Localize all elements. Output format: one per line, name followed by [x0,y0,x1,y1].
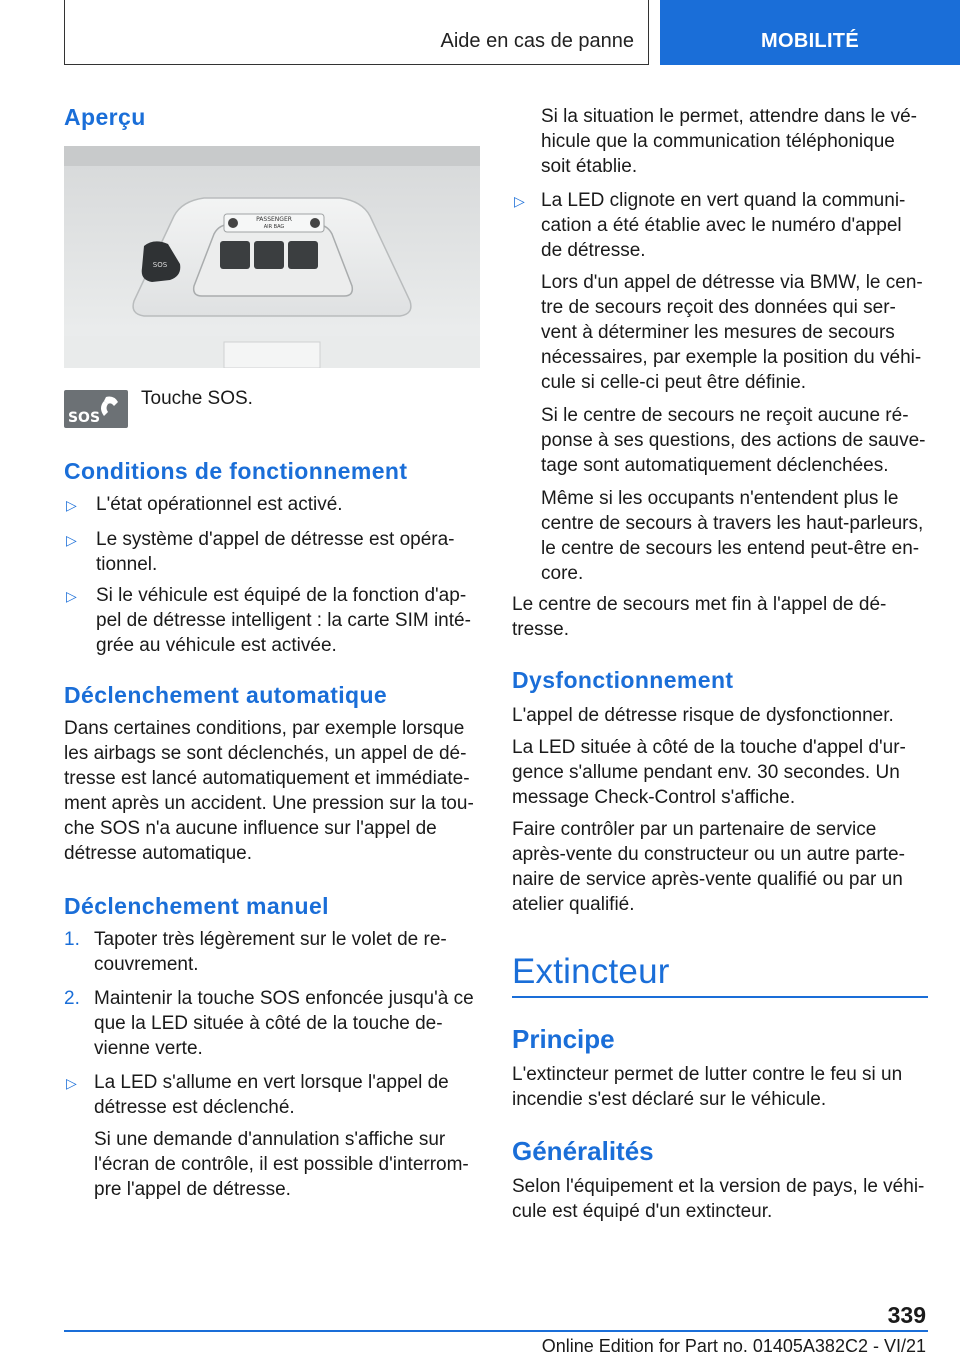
manual-4b: l'écran de contrôle, il est possible d'interrom- [94,1154,469,1175]
auto-text-6: détresse automatique. [64,843,253,864]
page-header [0,0,960,66]
manual-2c: vienne verte. [94,1038,203,1059]
dys-5: Faire contrôler par un partenaire de service [512,819,877,840]
cont-15: Même si les occupants n'entendent plus le [541,488,899,509]
bullet-icon: ▷ [66,532,77,548]
section-tab[interactable] [660,0,960,65]
condition-3c: grée au véhicule est activée. [96,635,337,656]
condition-2b: tionnel. [96,554,158,575]
cont-18: core. [541,563,584,584]
cont-17: le centre de secours les entend peut-être en- [541,538,920,559]
step-number-2: 2. [64,988,80,1009]
page-number: 339 [887,1302,926,1328]
manual-4a: Si une demande d'annulation s'affiche sur [94,1129,446,1150]
manual-4c: pre l'appel de détresse. [94,1179,291,1200]
dys-2: La LED située à côté de la touche d'appel d'ur- [512,737,906,758]
bullet-icon: ▷ [66,588,77,604]
heading-conditions: Conditions de fonctionnement [64,458,408,484]
cont-19: Le centre de secours met fin à l'appel de dé- [512,594,887,615]
heading-extincteur: Extincteur [512,952,670,991]
gen-2: cule est équipé d'un extincteur. [512,1201,773,1222]
cont-3: soit établie. [541,156,638,177]
manual-3b: détresse est déclenché. [94,1097,295,1118]
svg-text:PASSENGER: PASSENGER [256,216,292,223]
auto-text-1: Dans certaines conditions, par exemple lorsque [64,718,465,739]
dys-7: naire de service après-vente qualifié ou par un [512,869,903,890]
cont-10: nécessaires, par exemple la position du véhi- [541,347,922,368]
bullet-icon: ▷ [66,497,77,513]
manual-1a: Tapoter très légèrement sur le volet de re- [94,929,447,950]
svg-text:SOS: SOS [152,261,168,269]
principe-1: L'extincteur permet de lutter contre le feu si un [512,1064,903,1085]
section-rule [512,996,928,998]
cont-1: Si la situation le permet, attendre dans le vé- [541,106,917,127]
cont-13: ponse à ses questions, des actions de sauve- [541,430,926,451]
overhead-console-drawing [64,146,480,368]
svg-text:SOS: SOS [67,410,101,426]
bullet-icon: ▷ [66,1075,77,1091]
cont-6: de détresse. [541,240,646,261]
auto-text-2: les airbags se sont déclenchés, un appel de dé- [64,743,467,764]
condition-3a: Si le véhicule est équipé de la fonction d'ap- [96,585,467,606]
chapter-title: Aide en cas de panne [440,30,634,52]
bullet-icon: ▷ [514,193,525,209]
cont-2: hicule que la communication téléphonique [541,131,895,152]
section-tab-label: MOBILITÉ [761,30,859,52]
chapter-box [64,0,649,65]
heading-dysfonctionnement: Dysfonctionnement [512,667,734,693]
cont-4: La LED clignote en vert quand la communi- [541,190,906,211]
condition-2a: Le système d'appel de détresse est opéra- [96,529,455,550]
cont-5: cation a été établie avec le numéro d'appel [541,215,902,236]
overhead-console-illustration [64,146,480,368]
dys-8: atelier qualifié. [512,894,635,915]
dys-3: gence s'allume pendant env. 30 secondes. Un [512,762,900,783]
heading-auto: Déclenchement automatique [64,682,388,708]
auto-text-3: tresse est lancé automatiquement et immédiate- [64,768,470,789]
dys-1: L'appel de détresse risque de dysfonctionner. [512,705,894,726]
dys-6: après-vente du constructeur ou un autre parte- [512,844,905,865]
svg-text:AIR BAG: AIR BAG [263,224,285,230]
heading-principe: Principe [512,1024,615,1054]
heading-manual: Déclenchement manuel [64,893,329,919]
principe-2: incendie s'est déclaré sur le véhicule. [512,1089,827,1110]
cont-9: vent à déterminer les mesures de secours [541,322,895,343]
cont-16: centre de secours à travers les haut-parleurs, [541,513,924,534]
cont-20: tresse. [512,619,570,640]
cont-14: tage sont automatiquement déclenchées. [541,455,889,476]
footer-rule [64,1330,928,1332]
manual-3a: La LED s'allume en vert lorsque l'appel de [94,1072,449,1093]
condition-3b: pel de détresse intelligent : la carte SIM inté- [96,610,471,631]
condition-1: L'état opérationnel est activé. [96,494,343,515]
manual-2a: Maintenir la touche SOS enfoncée jusqu'à ce [94,988,474,1009]
heading-apercu: Aperçu [64,104,146,130]
cont-11: cule si celle-ci peut être définie. [541,372,807,393]
sos-caption: Touche SOS. [141,388,253,409]
auto-text-5: che SOS n'a aucune influence sur l'appel de [64,818,437,839]
sos-button-icon [64,390,128,428]
cont-7: Lors d'un appel de détresse via BMW, le cen- [541,272,923,293]
manual-2b: que la LED située à côté de la touche de- [94,1013,443,1034]
gen-1: Selon l'équipement et la version de pays, le véhi- [512,1176,925,1197]
auto-text-4: ment après un accident. Une pression sur la tou- [64,793,474,814]
heading-generalites: Généralités [512,1136,654,1166]
manual-1b: couvrement. [94,954,199,975]
edition-note: Online Edition for Part no. 01405A382C2 - VI/21 [541,1336,926,1356]
cont-12: Si le centre de secours ne reçoit aucune ré- [541,405,909,426]
dys-4: message Check-Control s'affiche. [512,787,796,808]
step-number-1: 1. [64,929,80,950]
cont-8: tre de secours reçoit des données qui ser- [541,297,896,318]
